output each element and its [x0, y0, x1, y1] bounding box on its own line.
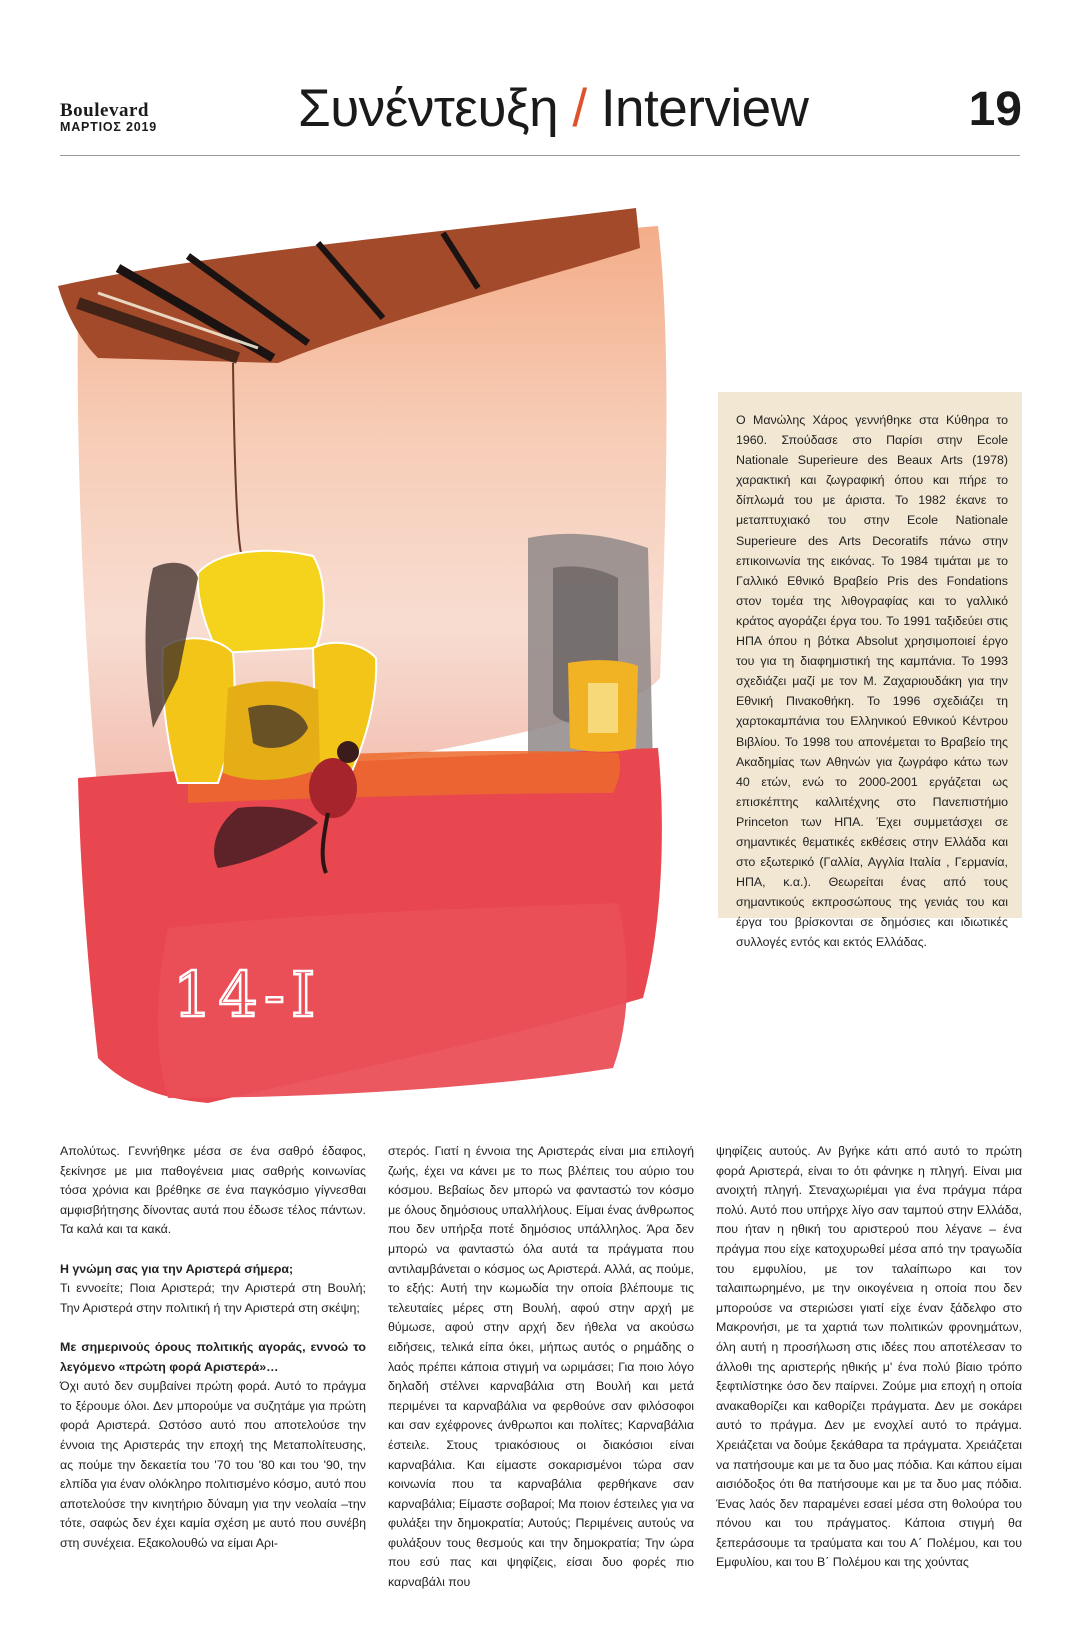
- section-title-greek: Συνέντευξη: [298, 79, 559, 138]
- header-divider: [60, 155, 1020, 156]
- article-column-1: [60, 1142, 366, 1553]
- section-separator: /: [558, 79, 601, 138]
- page-header: [0, 0, 1080, 160]
- cat-head: [337, 741, 359, 763]
- cat-body: [309, 758, 357, 818]
- article-body: [60, 1142, 1022, 1612]
- interview-question: Η γνώμη σας για την Αριστερά σήμερα;: [60, 1261, 294, 1276]
- paragraph: Απολύτως. Γεννήθηκε μέσα σε ένα σαθρό έδαφος, ξεκίνησε με μια παθογένεια μιας σαθρής κοινωνίας τόσα χρόνια και βρέθηκε σε ένα παγκόσμιο γίγνεσθαι αμφισβήτησης δίνοντας αυτά που έδωσε τέλος πάντων. Τα καλά και τα κακά.: [60, 1144, 366, 1237]
- article-column-2: [388, 1142, 694, 1593]
- magazine-brand: Boulevard: [60, 100, 149, 121]
- artwork-illustration: [58, 208, 696, 1110]
- paragraph: ψηφίζεις αυτούς. Αν βγήκε κάτι από αυτό το πρώτη φορά Αριστερά, είναι το ότι φάνηκε η πληγή. Είναι μια ανοιχτή πληγή. Στεναχωριέμαι για ένα πράγμα πάρα πολύ. Αυτό που υπήρχε λίγο σαν ταμπού στην Ελλάδα, που ήταν η ηθική του αριστερού που λέγανε – ένα πράγμα που είχε κατοχυρωθεί μέσα από την τραγωδία του εμφυλίου, με τον ταλαίπωρο και τον ταλαιπωρημένο, με την οικογένεια η οποία που δεν μπορούσε να στεριώσει γιατί είχε έναν ξάδελφο στο Μακρονήσι, με τα χαρτιά των πολιτικών φρονημάτων, όλη αυτή η προσήλωση στις ιδέες που αποτέλεσαν το άλλοθι της αριστερής ηθικής μ' ένα πολύ βίαιο τρόπο ξεφτιλίστηκε όσο δεν παίρνει. Ζούμε μια εποχή η οποία ανακαθορίζει και καθορίζει πράγματα. Δεν με σοκάρει αυτό το πράγμα. Δεν με ενοχλεί αυτό το πράγμα. Χρειάζεται να δούμε ξεκάθαρα τα πράγματα. Χρειάζεται να πατήσουμε και με τα δυο μας πόδια. Και κάπου είμαι αισιόδοξος ότι θα πατήσουμε και με τα δυο μας πόδια. Ένας λαός δεν παραμένει εσαεί μέσα στη θολούρα του πόνου και του πράγματος. Κάποια στιγμή θα ξεπεράσουμε τα τραύματα και του Α΄ Πολέμου, και του Εμφυλίου, και του Β΄ Πολέμου και της χούντας: [716, 1144, 1022, 1570]
- artist-bio-box: [718, 392, 1022, 950]
- section-title: [298, 78, 808, 139]
- armchair-back: [198, 551, 324, 653]
- page-number: 19: [968, 83, 1022, 136]
- article-column-3: [716, 1142, 1022, 1573]
- paragraph: στερός. Γιατί η έννοια της Αριστεράς είναι μια επιλογή ζωής, έχει να κάνει με το πως βλέπεις του αύριο του κόσμου. Βεβαίως δεν μπορώ να φανταστώ τον κόσμο με όλους δημόσιους υπαλλήλους. Είμαι ένας άνθρωπος που δεν υπήρξα ποτέ δημόσιος υπάλληλος. Άρα δεν μπορώ να φανταστώ όλα αυτά τα πράγματα που αντιλαμβάνεται ο κόσμος ως Αριστερά. Αλλά, ας πούμε, το εξής: Αυτή την κωμωδία την οποία βλέπουμε τις τελευταίες μέρες στη Βουλή, αφού στην αρχή με θύμωσε, αφού στην αρχή δεν ήθελα να ακούσω ειδήσεις, τελικά είπα όκει, μήπως αυτός ο ρημάδης ο λαός πρέπει κάποια στιγμή να ωριμάσει; Για ποιο λόγο δηλαδή στέλνει καρναβάλια στη Βουλή και μετά περιμένει τα καρναβάλια να φερθούνε σαν φιλόσοφοι και σαν εχέφρονες άνθρωποι και πολίτες; Καρναβάλια έστειλε. Στους τριακόσιους οι διακόσιοι είναι καρναβάλια. Και είμαστε σοκαρισμένοι τώρα σαν κοινωνία που τα καρναβάλια φερθήκανε σαν καρναβάλια; Είμαστε σοβαροί; Μα ποιον έστειλες για να φυλάξει την δημοκρατία; Αυτούς; Περιμένεις αυτούς να φυλάξουν τους θεσμούς και την δημοκρατία; Την ώρα που εσύ πας και ψηφίζεις, είσαι δυο φορές πιο καρναβάλι που: [388, 1144, 694, 1590]
- issue-date: ΜΑΡΤΙΟΣ 2019: [60, 120, 157, 134]
- paragraph: Όχι αυτό δεν συμβαίνει πρώτη φορά. Αυτό το πράγμα το ξέρουμε όλοι. Δεν μπορούμε να συζητάμε για πρώτη φορά Αριστερά. Ωστόσο αυτό που αποτελούσε την έννοια της Αριστεράς την εποχή της Μεταπολίτευσης, ας πούμε την δεκαετία του '70 του '80 και του '90, την ελπίδα για έναν ολόκληρο πολιτισμένο κόσμο, αυτό που αποτελούσε την κινητήριο δύναμη για την νεολαία –την τότε, σαφώς δεν έχει καμία σχέση με αυτό που συνέβη στη συνέχεια. Εξακολουθώ να είμαι Αρι-: [60, 1379, 366, 1550]
- artwork-inscription: 14-I: [173, 958, 322, 1031]
- interview-question: Με σημερινούς όρους πολιτικής αγοράς, εννοώ το λεγόμενο «πρώτη φορά Αριστερά»…: [60, 1339, 366, 1374]
- section-title-english: Interview: [600, 79, 809, 138]
- paragraph: Τι εννοείτε; Ποια Αριστερά; την Αριστερά στη Βουλή; Την Αριστερά στην πολιτική ή την Αριστερά στη σκέψη;: [60, 1281, 366, 1315]
- fireplace-opening: [588, 683, 618, 733]
- artist-bio-text: Ο Μανώλης Χάρος γεννήθηκε στα Κύθηρα το 1960. Σπούδασε στο Παρίσι στην Ecole Nationale Superieure des Beaux Arts (1978) χαρακτική και ζωγραφική όπου και πήρε το δίπλωμά του με άριστα. Το 1982 έκανε το μεταπτυχιακό του στην Ecole Nationale Superieure des Arts Decoratifs πάνω στην επικοινωνία της εικόνας. Το 1984 τιμάται με το Γαλλικό Εθνικό Βραβείο Pris des Fondations στον τομέα της λιθογραφίας και το γαλλικό κράτος αγοράζει έργα του. Το 1991 ταξιδεύει στις ΗΠΑ όπου η βότκα Absolut χρησιμοποιεί έργο του για τη διαφημιστική της καμπάνια. Το 1993 σχεδιάζει μαζί με τον Μ. Ζαχαριουδάκη για την Εθνική Πινακοθήκη. Το 1996 σχεδιάζει τη χαρτοκαμπάνια του Ελληνικού Εθνικού Κέντρου Βιβλίου. Το 1998 του απονέμεται το Βραβείο της Ακαδημίας των Αθηνών για ζωγράφο κάτω των 40 ετών, ενώ το 2000-2001 εργάζεται ως επισκέπτης καλλιτέχνης στο Πανεπιστήμιο Princeton των ΗΠΑ. Έχει συμμετάσχει σε σημαντικές θεματικές εκθέσεις στην Ελλάδα και στο εξωτερικό (Γαλλία, Αγγλία Ιταλία , Γερμανία, ΗΠΑ, κ.α.). Θεωρείται ένας από τους σημαντικούς εκπροσώπους της γενιάς του και έργα του βρίσκονται σε δημόσιες και ιδιωτικές συλλογές εντός και εκτός Ελλάδας.: [736, 413, 1008, 950]
